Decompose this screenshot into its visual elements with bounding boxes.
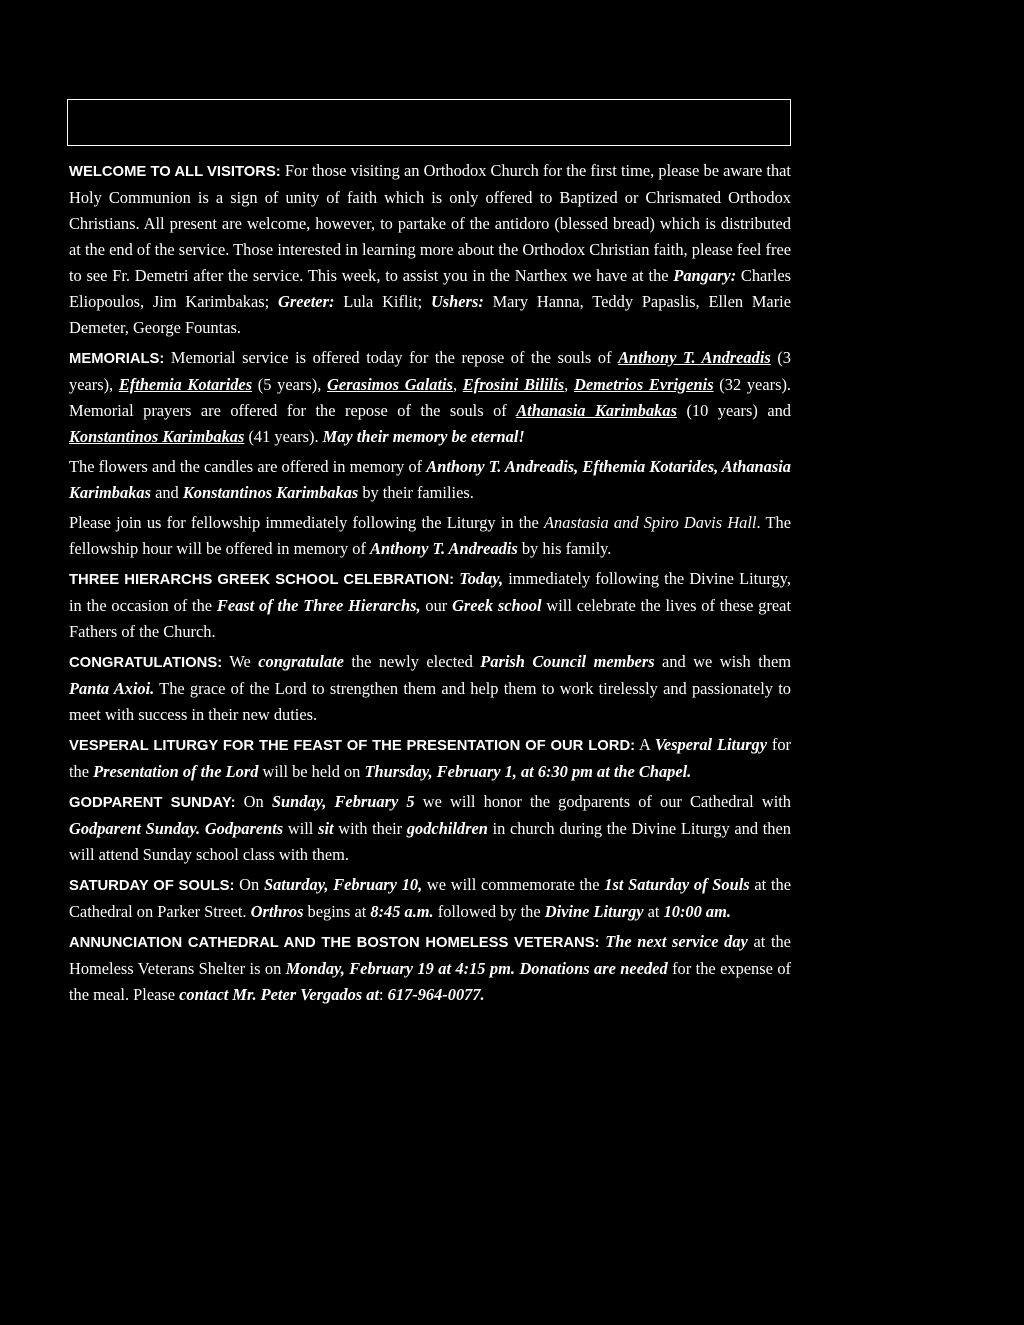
emphasis-text: Anthony T. Andreadis — [370, 539, 518, 558]
paragraph-vesperal-liturgy — [69, 732, 791, 785]
memorial-name: Gerasimos Galatis — [327, 375, 453, 394]
body-text: for the — [69, 735, 791, 781]
emphasis-text: sit — [318, 819, 334, 838]
memorial-name: Efthemia Kotarides — [118, 375, 253, 394]
body-text: , — [452, 375, 463, 394]
paragraph-fellowship — [69, 510, 791, 562]
paragraph-congratulations — [69, 649, 791, 728]
emphasis-text: 8:45 a.m. — [370, 902, 434, 921]
emphasis-text: Saturday, February 10, — [263, 875, 423, 894]
emphasis-text: congratulate — [258, 652, 344, 671]
body-text: we will honor the godparents of our Cathedral with — [414, 792, 791, 811]
body-text: will celebrate the lives of these great Fathers of the Church. — [69, 596, 791, 641]
emphasis-text: 1st Saturday of Souls — [604, 875, 750, 894]
body-text: will be held on — [258, 762, 365, 781]
body-text: in church during the Divine Liturgy and then will attend Sunday school class with them. — [69, 819, 791, 864]
header-bar — [67, 99, 791, 146]
body-text: by their families. — [358, 483, 474, 502]
body-text: Lula Kiflit; — [334, 292, 431, 311]
body-text: at the Cathedral on Parker Street. — [69, 875, 791, 921]
memorial-name: Athanasia Karimbakas — [516, 401, 677, 420]
body-text: our — [420, 596, 453, 615]
body-text: : — [379, 985, 388, 1004]
body-text: begins at — [303, 902, 371, 921]
section-heading: GODPARENT SUNDAY: — [69, 795, 236, 811]
section-heading: CONGRATULATIONS: — [69, 655, 223, 671]
body-text: Mary Hanna, Teddy Papaslis, Ellen Marie Demeter, George Fountas. — [69, 292, 791, 337]
announcements-body — [69, 158, 791, 1012]
paragraph-three-hierarchs — [69, 566, 791, 645]
emphasis-text: Greek school — [452, 596, 542, 615]
emphasis-text: godchildren — [406, 819, 488, 838]
body-text: with their — [333, 819, 407, 838]
body-text: the newly elected — [343, 652, 481, 671]
emphasis-text: Sunday, February 5 — [271, 792, 415, 811]
emphasis-text: Parish Council members — [480, 652, 655, 671]
emphasis-text: contact Mr. Peter Vergados at — [179, 985, 380, 1004]
body-text: Charles Eliopoulos, Jim Karimbakas; — [69, 266, 792, 311]
paragraph-godparent-sunday — [69, 789, 791, 868]
body-text: Memorial service is offered today for the repose of the souls of — [164, 348, 619, 367]
emphasis-text: Divine Liturgy — [544, 902, 644, 921]
paragraph-flowers — [69, 454, 791, 506]
body-text: (3 years), — [69, 348, 791, 394]
memorial-name: Demetrios Evrigenis — [574, 375, 714, 394]
emphasis-text: Ushers: — [430, 292, 484, 311]
memorial-name: Konstantinos Karimbakas — [69, 427, 245, 446]
paragraph-saturday-of-souls — [69, 872, 791, 925]
emphasis-text: Panta Axioi. — [69, 679, 155, 698]
emphasis-text: 617-964-0077. — [387, 985, 485, 1004]
body-text: , — [564, 375, 574, 394]
body-text: and we wish them — [654, 652, 791, 671]
body-text: (5 years), — [252, 375, 328, 394]
body-text: We — [222, 652, 259, 671]
body-text: Please join us for fellowship immediately following the Liturgy in the — [69, 513, 545, 532]
body-text: for the expense of the meal. Please — [69, 959, 792, 1004]
emphasis-text: 10:00 am. — [663, 902, 731, 921]
memorial-name: Anthony T. Andreadis — [618, 348, 771, 367]
emphasis-text: Thursday, February 1, at 6:30 pm at the Chapel. — [364, 762, 692, 781]
body-text: On — [235, 792, 272, 811]
body-text: immediately following the Divine Liturgy, in the occasion of the — [69, 569, 791, 615]
body-text: will — [283, 819, 319, 838]
body-text: and — [150, 483, 183, 502]
paragraph-homeless-veterans — [69, 929, 791, 1008]
section-heading: VESPERAL LITURGY FOR THE FEAST OF THE PRESENTATION OF OUR LORD: — [69, 738, 636, 754]
emphasis-text: The next service day — [605, 932, 748, 951]
body-text: For those visiting an Orthodox Church for the first time, please be aware that Holy Communion is a sign of unity of faith which is only offered to Baptized or Chrismated Orthodox Christians. All present are welcome, however, to partake of the antidoro (blessed bread) which is distributed at the end of the service. Those interested in learning more about the Orthodox Christian faith, please feel free to see Fr. Demetri after the service. This week, to assist you in the Narthex we have at the — [69, 161, 791, 285]
body-text: The grace of the Lord to strengthen them and help them to work tirelessly and passionately to meet with success in their new duties. — [69, 679, 791, 724]
emphasis-text: Monday, February 19 at 4:15 pm. — [285, 959, 515, 978]
memorial-name: Efrosini Bililis — [462, 375, 565, 394]
body-text: we will commemorate the — [422, 875, 605, 894]
emphasis-text: Pangary: — [673, 266, 737, 285]
italic-text: Anastasia and Spiro Davis Hall — [544, 513, 757, 532]
body-text: (32 years). Memorial prayers are offered for the repose of the souls of — [69, 375, 792, 420]
body-text: followed by the — [433, 902, 545, 921]
section-heading: SATURDAY OF SOULS: — [69, 878, 235, 894]
emphasis-text: Godparents — [204, 819, 284, 838]
paragraph-memorials — [69, 345, 791, 450]
emphasis-text: Orthros — [250, 902, 304, 921]
section-heading: MEMORIALS: — [69, 351, 165, 367]
section-heading: ANNUNCIATION CATHEDRAL AND THE BOSTON HOMELESS VETERANS: — [69, 935, 600, 951]
body-text: . The fellowship hour will be offered in memory of — [69, 513, 791, 558]
body-text: On — [234, 875, 264, 894]
emphasis-text: Vesperal Liturgy — [654, 735, 768, 754]
emphasis-text: May their memory be eternal! — [322, 427, 525, 446]
emphasis-text: Greeter: — [277, 292, 335, 311]
section-heading: THREE HIERARCHS GREEK SCHOOL CELEBRATION: — [69, 572, 455, 588]
body-text: by his family. — [517, 539, 612, 558]
body-text: at the Homeless Veterans Shelter is on — [69, 932, 791, 978]
emphasis-text: Godparent Sunday. — [69, 819, 201, 838]
emphasis-text: Konstantinos Karimbakas — [182, 483, 359, 502]
body-text: The flowers and the candles are offered in memory of — [69, 457, 427, 476]
emphasis-text: Anthony T. Andreadis, Efthemia Kotarides, Athanasia Karimbakas — [69, 457, 791, 502]
emphasis-text: Donations are needed — [519, 959, 668, 978]
body-text: A — [635, 735, 655, 754]
body-text: at — [643, 902, 664, 921]
paragraph-welcome-visitors — [69, 158, 791, 341]
emphasis-text: Today, — [459, 569, 504, 588]
body-text: (41 years). — [244, 427, 323, 446]
body-text: (10 years) and — [676, 401, 791, 420]
emphasis-text: Presentation of the Lord — [93, 762, 259, 781]
section-heading: WELCOME TO ALL VISITORS: — [69, 164, 281, 180]
emphasis-text: Feast of the Three Hierarchs, — [216, 596, 421, 615]
